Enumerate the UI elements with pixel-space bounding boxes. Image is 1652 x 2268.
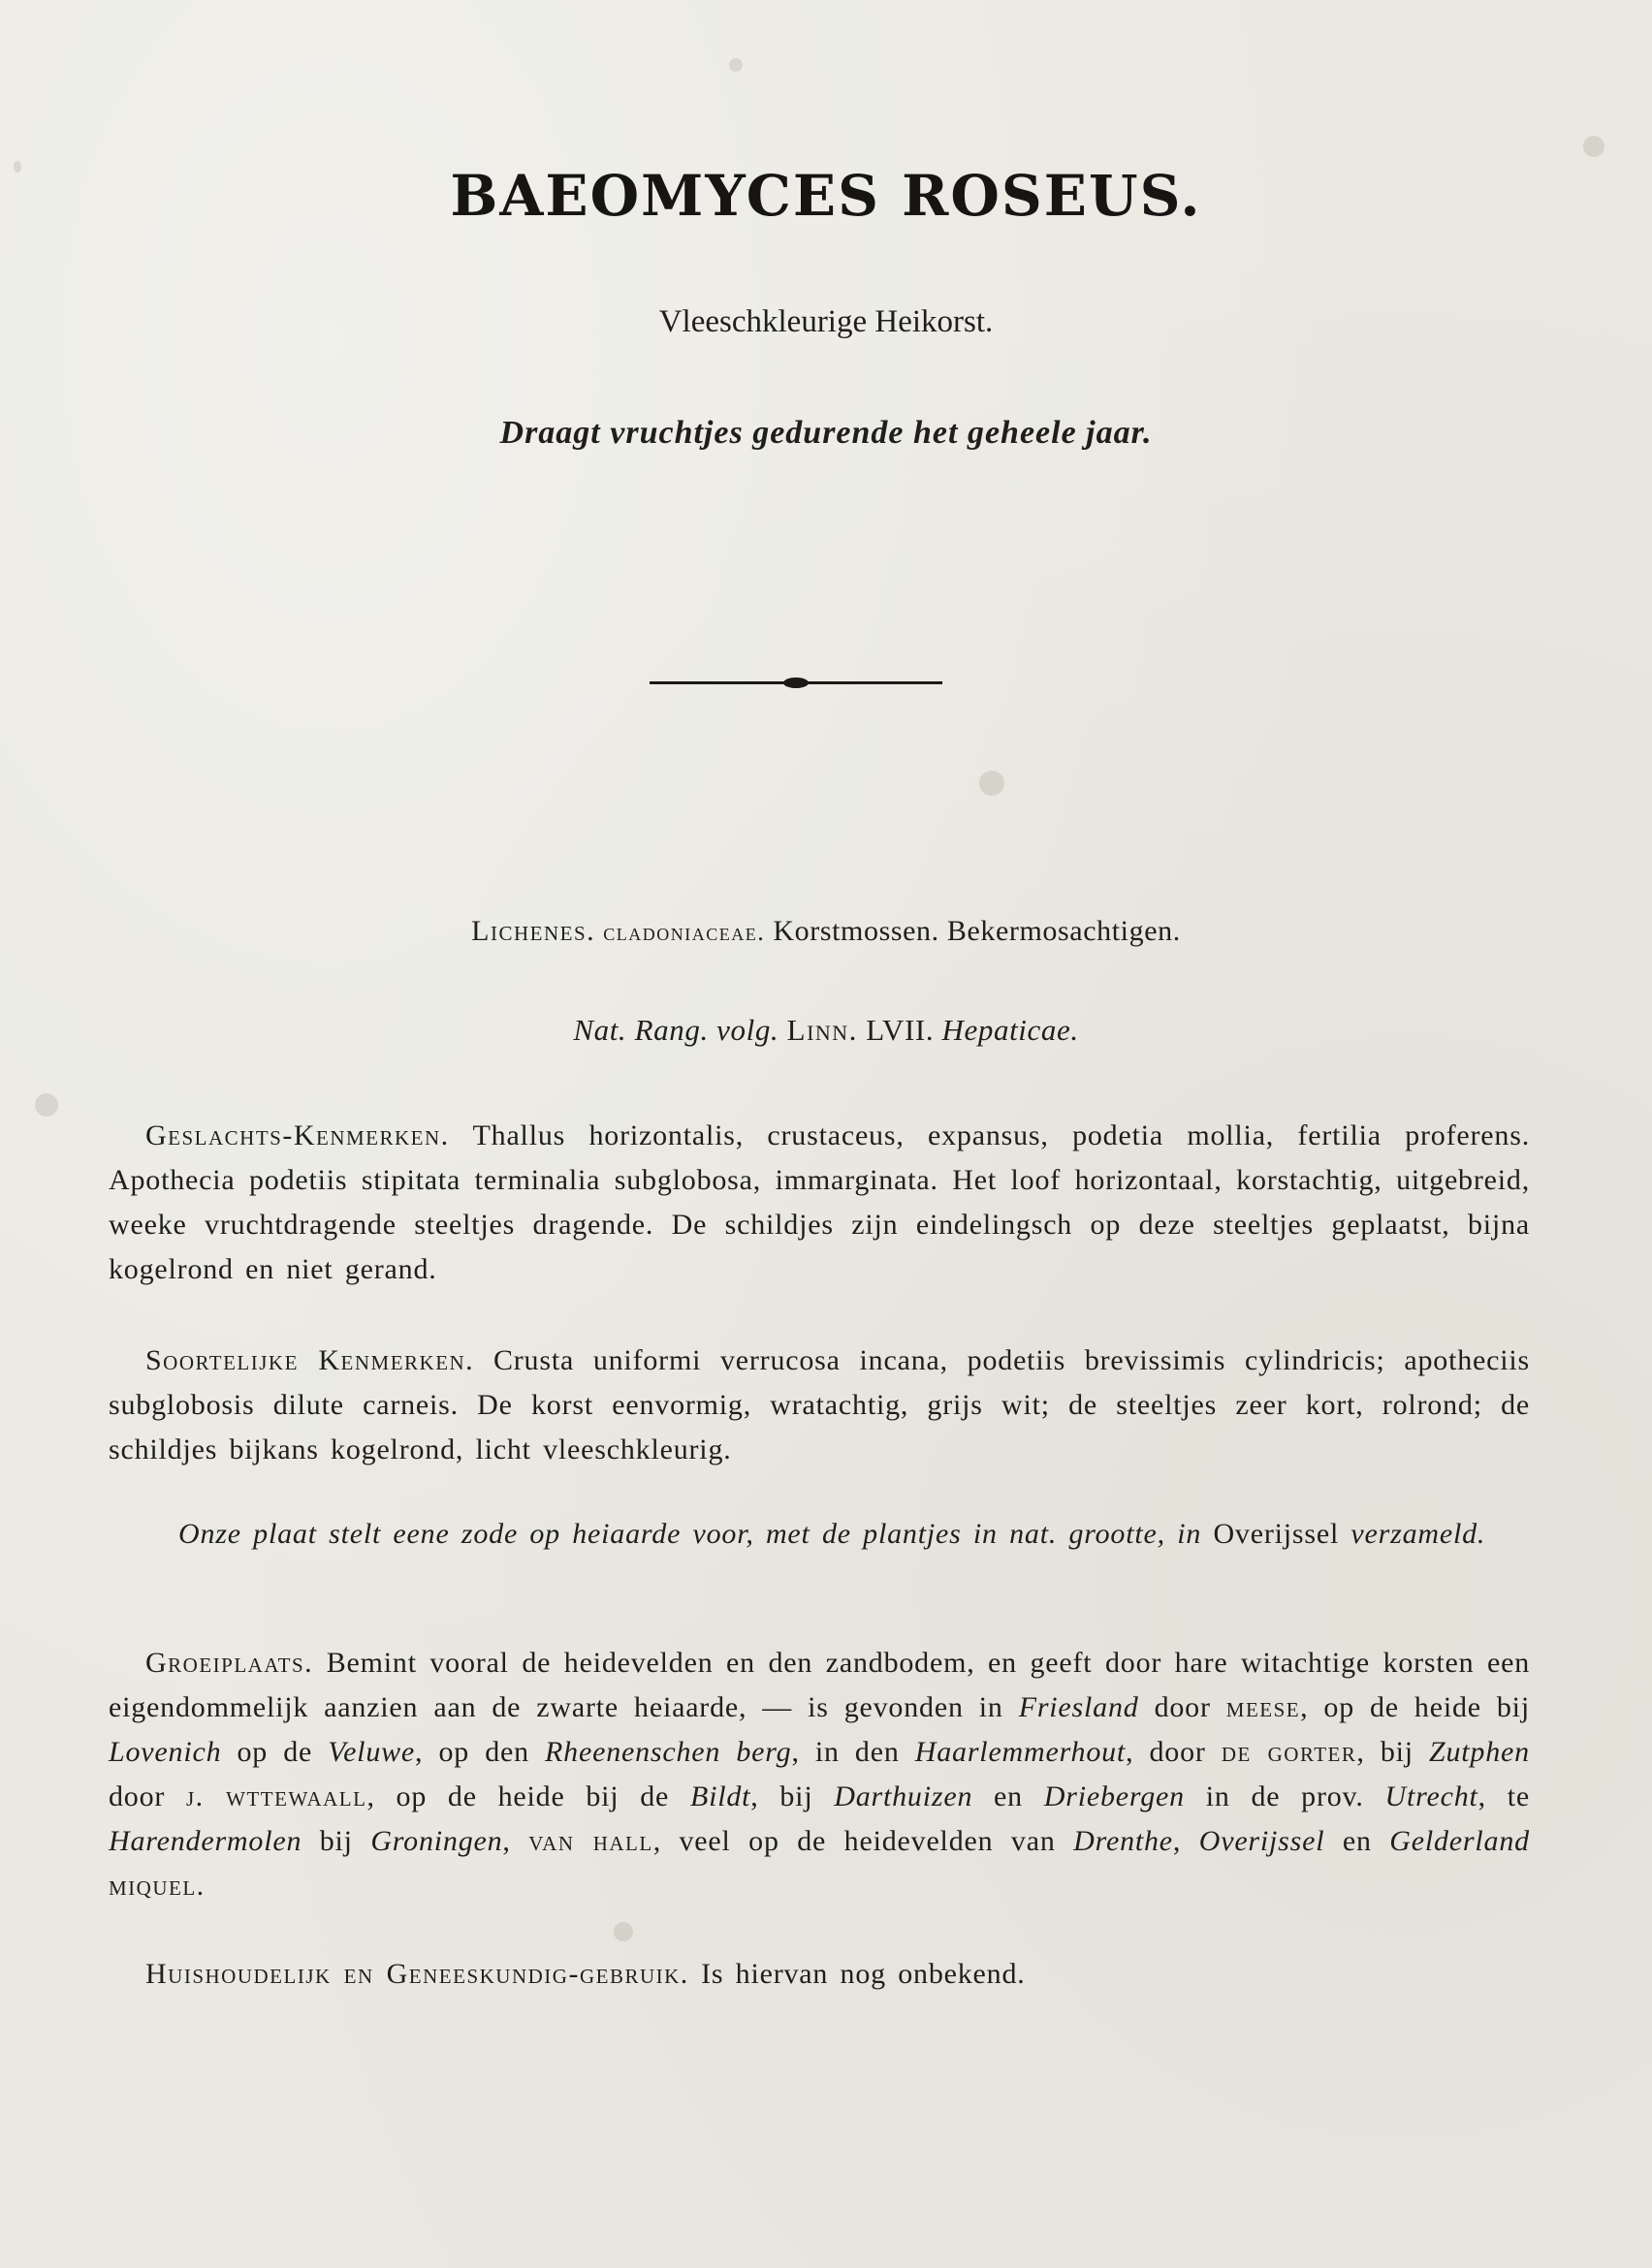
collector-name: j. wttewaall (186, 1780, 367, 1812)
habitat-text: , in den (791, 1736, 900, 1768)
place-name: Darthuizen (834, 1780, 973, 1812)
collector-name: van hall (528, 1825, 653, 1857)
paper-speck (1583, 136, 1604, 157)
rank-group: Hepaticae. (941, 1013, 1079, 1047)
habitat-text: , (502, 1825, 511, 1857)
species-label: Soortelijke Kenmerken. (145, 1344, 475, 1376)
collector-name: meese (1225, 1691, 1301, 1723)
plate-text-2: verzameld. (1350, 1518, 1486, 1550)
place-name: Groningen (370, 1825, 503, 1857)
plate-description-paragraph (178, 1512, 1530, 1557)
paper-speck (729, 58, 743, 72)
habitat-text: , (1172, 1825, 1182, 1857)
genus-text: Thallus horizontalis, crustaceus, expansus, podetia mollia, fertilia proferens. Apothecia podetiis stipitata terminalia subglobosa, immarginata. Het loof horizontaal, korstachtig, uitgebreid, weeke vruchtdragende steeltjes dragende. De schildjes zijn eindelingsch op deze steeltjes geplaatst, bijna kogelrond en niet gerand. (109, 1119, 1530, 1285)
divider-ornament (783, 677, 809, 688)
habitat-text: , op de heide bij de (366, 1780, 670, 1812)
place-name: Zutphen (1429, 1736, 1530, 1768)
species-text: Crusta uniformi verrucosa incana, podetiis brevissimis cylindricis; apotheciis subglobosis dilute carneis. De korst eenvormig, wratachtig, grijs wit; de steeltjes zeer kort, rolrond; de schildjes bijkans kogelrond, licht vleeschkleurig. (109, 1344, 1530, 1465)
place-name: Driebergen (1043, 1780, 1185, 1812)
habitat-paragraph (109, 1641, 1530, 1908)
habitat-text: , te (1477, 1780, 1530, 1812)
place-name: Lovenich (109, 1736, 222, 1768)
fruiting-note: Draagt vruchtjes gedurende het geheele jaar. (499, 415, 1153, 451)
habitat-text: Bemint vooral de heidevelden en den zandbodem, en geeft door hare witachtige korsten een eigendommelijk aanzien aan de zwarte heiaarde, — is gevonden in (109, 1647, 1530, 1723)
rank-author: Linn. (786, 1013, 858, 1047)
habitat-text: , bij (1356, 1736, 1414, 1768)
place-name: Utrecht (1384, 1780, 1478, 1812)
habitat-text: door (109, 1780, 166, 1812)
plate-text-1: Onze plaat stelt eene zode op heiaarde voor, met de plantjes in nat. grootte, in (178, 1518, 1202, 1550)
rank-number: LVII. (866, 1013, 935, 1047)
genus-characters-paragraph (109, 1114, 1530, 1292)
habitat-text: bij (319, 1825, 353, 1857)
habitat-text: door (1154, 1691, 1211, 1723)
habitat-text: op de (237, 1736, 313, 1768)
habitat-text: , door (1126, 1736, 1206, 1768)
place-name: Bildt (689, 1780, 751, 1812)
rank-prefix: Nat. Rang. volg. (573, 1013, 779, 1047)
place-name: Drenthe (1073, 1825, 1173, 1857)
order-name: Lichenes. (471, 915, 596, 947)
genus-label: Geslachts-Kenmerken. (145, 1119, 450, 1151)
collector-name: miquel. (109, 1870, 206, 1902)
habitat-text: , op de heide bij (1300, 1691, 1530, 1723)
collector-name: de gorter (1221, 1736, 1357, 1768)
place-name: Friesland (1018, 1691, 1139, 1723)
place-name: Gelderland (1389, 1825, 1530, 1857)
place-name: Harendermolen (109, 1825, 302, 1857)
habitat-text: en (1342, 1825, 1372, 1857)
common-name: Vleeschkleurige Heikorst. (658, 304, 994, 339)
natural-rank-line (0, 1013, 1652, 1048)
habitat-text: en (994, 1780, 1023, 1812)
place-name: Overijssel (1198, 1825, 1325, 1857)
family-name: cladoniaceae. (603, 918, 766, 946)
habitat-text: , bij (750, 1780, 813, 1812)
species-characters-paragraph (109, 1339, 1530, 1472)
habitat-text: , veel op de heidevelden van (652, 1825, 1056, 1857)
paper-speck (979, 771, 1004, 796)
paper-speck (35, 1093, 58, 1117)
place-name: Haarlemmerhout (914, 1736, 1127, 1768)
habitat-text: , op den (415, 1736, 529, 1768)
use-text: Is hiervan nog onbekend. (701, 1958, 1026, 1990)
habitat-text: in de prov. (1205, 1780, 1364, 1812)
paper-speck (614, 1922, 633, 1941)
plate-place: Overijssel (1213, 1518, 1340, 1550)
classification-line (0, 915, 1652, 948)
dutch-names: Korstmossen. Bekermosachtigen. (773, 915, 1181, 947)
place-name: Rheenenschen berg (545, 1736, 792, 1768)
use-label: Huishoudelijk en Geneeskundig-gebruik. (145, 1958, 689, 1990)
use-paragraph (109, 1952, 1530, 1997)
place-name: Veluwe (328, 1736, 416, 1768)
page-title: BAEOMYCES ROSEUS. (450, 163, 1202, 229)
habitat-label: Groeiplaats. (145, 1647, 314, 1679)
